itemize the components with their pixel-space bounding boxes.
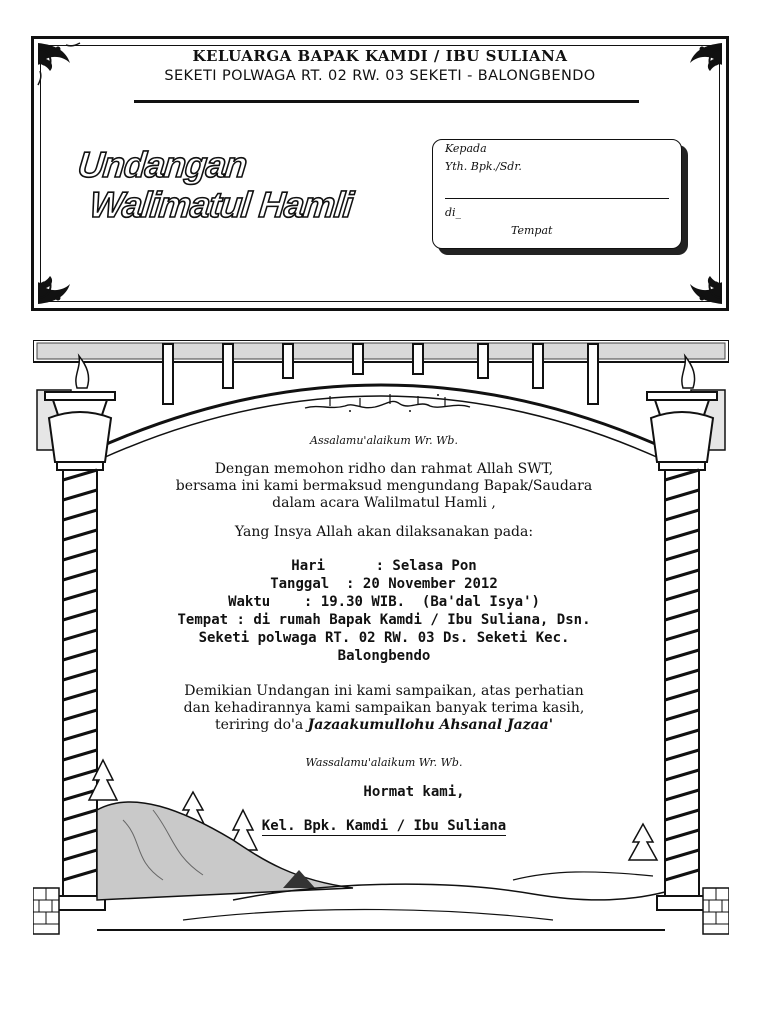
family-name-heading: KELUARGA BAPAK KAMDI / IBU SULIANA	[192, 47, 568, 65]
signature	[0, 818, 768, 834]
hormat-kami: Hormat kami,	[363, 784, 465, 800]
ornament-corner-icon	[36, 260, 82, 306]
detail-waktu: Waktu : 19.30 WIB. (Ba'dal Isya')	[228, 594, 540, 610]
salam-closing: Wassalamu'alaikum Wr. Wb.	[305, 756, 463, 769]
intro-line: bersama ini kami bermaksud mengundang Bapak/Saudara	[175, 478, 593, 494]
detail-hari: Hari : Selasa Pon	[291, 558, 477, 574]
salam-opening: Assalamu'alaikum Wr. Wb.	[310, 434, 458, 447]
intro-line: dalam acara Walilmatul Hamli ,	[272, 495, 496, 511]
recipient-kepada-label: Kepada	[445, 142, 487, 155]
title-line-2: Walimatul Hamli	[87, 184, 355, 225]
recipient-address-box	[432, 139, 682, 249]
family-address: SEKETI POLWAGA RT. 02 RW. 03 SEKETI - BALONGBENDO	[164, 68, 596, 84]
closing-paragraph	[0, 683, 768, 734]
envelope-section	[31, 36, 729, 311]
closing-line	[0, 717, 768, 734]
detail-tempat-cont: Seketi polwaga RT. 02 RW. 03 Ds. Seketi Kec.	[198, 630, 570, 646]
arabic-calligraphy-bismillah-icon	[300, 392, 475, 414]
recipient-di-label: di_	[445, 206, 462, 219]
header-divider	[134, 100, 639, 103]
recipient-tempat-label: Tempat	[511, 224, 553, 237]
recipient-name-line	[445, 198, 669, 199]
intro-paragraph	[0, 461, 768, 512]
closing-line: Demikian Undangan ini kami sampaikan, atas perhatian	[184, 683, 584, 699]
envelope-title	[72, 145, 359, 225]
schedule-intro: Yang Insya Allah akan dilaksanakan pada:	[234, 524, 534, 540]
closing-line: dan kehadirannya kami sampaikan banyak terima kasih,	[183, 700, 585, 716]
closing-prefix: teriring do'a	[214, 717, 308, 733]
ornament-corner-icon	[678, 260, 724, 306]
jazaa-phrase: Jazaakumullohu Ahsanal Jazaa'	[307, 717, 554, 733]
signature-text: Kel. Bpk. Kamdi / Ibu Suliana	[261, 818, 507, 834]
detail-tempat: Tempat : di rumah Bapak Kamdi / Ibu Suliana, Dsn.	[177, 612, 591, 628]
recipient-yth-label: Yth. Bpk./Sdr.	[445, 160, 522, 173]
intro-line: Dengan memohon ridho dan rahmat Allah SWT,	[214, 461, 554, 477]
title-line-1: Undangan	[76, 144, 249, 185]
detail-tempat-cont: Balongbendo	[337, 648, 431, 664]
event-details	[0, 557, 768, 665]
detail-tanggal: Tanggal : 20 November 2012	[270, 576, 498, 592]
